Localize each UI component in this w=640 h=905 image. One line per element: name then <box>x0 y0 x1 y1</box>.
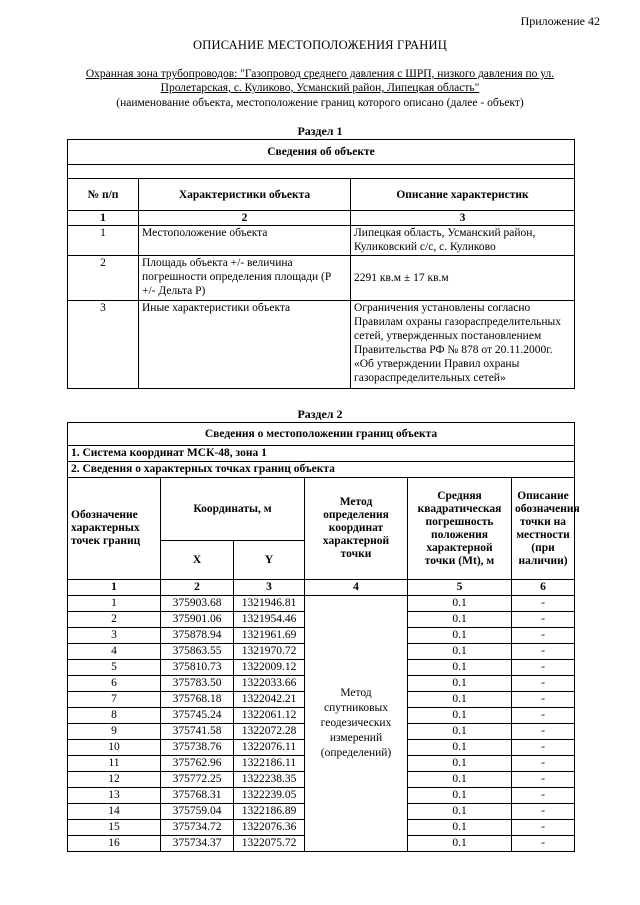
coord-y: 1321946.81 <box>234 596 305 612</box>
coord-y: 1322072.28 <box>234 724 305 740</box>
point-number: 10 <box>68 740 161 756</box>
point-number: 3 <box>68 628 161 644</box>
points-table-head <box>68 423 580 596</box>
accuracy-value: 0.1 <box>408 596 512 612</box>
coord-x: 375734.72 <box>161 820 234 836</box>
index-cell: 2 <box>139 211 351 226</box>
row-characteristic: Иные характеристики объекта <box>139 301 351 389</box>
col-number-header: № п/п <box>68 179 139 211</box>
point-description: - <box>512 724 575 740</box>
accuracy-value: 0.1 <box>408 788 512 804</box>
accuracy-value: 0.1 <box>408 644 512 660</box>
coord-x: 375741.58 <box>161 724 234 740</box>
coord-x: 375901.06 <box>161 612 234 628</box>
point-description: - <box>512 772 575 788</box>
point-description: - <box>512 692 575 708</box>
coord-x: 375734.37 <box>161 836 234 852</box>
accuracy-value: 0.1 <box>408 756 512 772</box>
object-name <box>70 67 570 95</box>
point-description: - <box>512 644 575 660</box>
coord-x: 375738.76 <box>161 740 234 756</box>
index-cell: 1 <box>68 580 161 596</box>
point-description: - <box>512 836 575 852</box>
accuracy-value: 0.1 <box>408 612 512 628</box>
col-x-header: X <box>161 541 234 580</box>
coord-x: 375768.18 <box>161 692 234 708</box>
coordinate-system: 1. Система координат МСК-48, зона 1 <box>68 446 575 462</box>
point-number: 15 <box>68 820 161 836</box>
table-row <box>68 226 575 256</box>
object-name-line2: Пролетарская, с. Куликово, Усманский район, Липецкая область" <box>160 82 480 94</box>
appendix-label: Приложение 42 <box>520 14 600 28</box>
coord-y: 1322042.21 <box>234 692 305 708</box>
coord-y: 1322076.36 <box>234 820 305 836</box>
object-info-table-title: Сведения об объекте <box>68 140 575 165</box>
coord-y: 1321970.72 <box>234 644 305 660</box>
point-description: - <box>512 756 575 772</box>
row-characteristic: Местоположение объекта <box>139 226 351 256</box>
point-description: - <box>512 740 575 756</box>
spacer-row <box>68 165 575 179</box>
coord-x: 375768.31 <box>161 788 234 804</box>
point-description: - <box>512 804 575 820</box>
coord-y: 1322076.11 <box>234 740 305 756</box>
row-description: 2291 кв.м ± 17 кв.м <box>351 256 575 301</box>
index-cell: 3 <box>234 580 305 596</box>
coord-x: 375759.04 <box>161 804 234 820</box>
coord-y: 1322238.35 <box>234 772 305 788</box>
point-description: - <box>512 660 575 676</box>
index-cell: 4 <box>305 580 408 596</box>
coord-x: 375772.25 <box>161 772 234 788</box>
col-y-header: Y <box>234 541 305 580</box>
accuracy-value: 0.1 <box>408 724 512 740</box>
point-description: - <box>512 596 575 612</box>
accuracy-value: 0.1 <box>408 772 512 788</box>
row-number: 2 <box>68 256 139 301</box>
coord-x: 375878.94 <box>161 628 234 644</box>
index-cell: 1 <box>68 211 139 226</box>
point-number: 5 <box>68 660 161 676</box>
point-description: - <box>512 820 575 836</box>
accuracy-value: 0.1 <box>408 628 512 644</box>
point-number: 13 <box>68 788 161 804</box>
accuracy-value: 0.1 <box>408 740 512 756</box>
row-number: 3 <box>68 301 139 389</box>
point-description: - <box>512 612 575 628</box>
accuracy-value: 0.1 <box>408 676 512 692</box>
point-number: 14 <box>68 804 161 820</box>
coord-y: 1322033.66 <box>234 676 305 692</box>
coord-y: 1321954.46 <box>234 612 305 628</box>
coord-y: 1322061.12 <box>234 708 305 724</box>
method-cell: Метод спутниковых геодезических измерений (определений) <box>305 596 408 852</box>
document-title: ОПИСАНИЕ МЕСТОПОЛОЖЕНИЯ ГРАНИЦ <box>193 38 447 52</box>
point-number: 4 <box>68 644 161 660</box>
point-number: 9 <box>68 724 161 740</box>
row-number: 1 <box>68 226 139 256</box>
col-point-header: Обозначение характерных точек границ <box>68 478 161 580</box>
table-row <box>68 256 575 301</box>
table-row <box>68 596 575 612</box>
section2-title: Раздел 2 <box>297 407 343 421</box>
index-cell: 5 <box>408 580 512 596</box>
coord-y: 1322239.05 <box>234 788 305 804</box>
index-cell: 2 <box>161 580 234 596</box>
col-characteristic-header: Характеристики объекта <box>139 179 351 211</box>
accuracy-value: 0.1 <box>408 708 512 724</box>
col-description-header: Описание характеристик <box>351 179 575 211</box>
point-description: - <box>512 708 575 724</box>
point-number: 12 <box>68 772 161 788</box>
point-number: 2 <box>68 612 161 628</box>
col-point-description-header: Описание обозначения точки на местности (при наличии) <box>512 478 575 580</box>
accuracy-value: 0.1 <box>408 660 512 676</box>
coord-y: 1322009.12 <box>234 660 305 676</box>
points-table-title: Сведения о местоположении границ объекта <box>68 423 575 446</box>
coord-x: 375810.73 <box>161 660 234 676</box>
object-info-table <box>67 139 575 389</box>
point-description: - <box>512 788 575 804</box>
points-table-body <box>68 596 575 852</box>
boundary-points-table <box>67 422 580 852</box>
accuracy-value: 0.1 <box>408 804 512 820</box>
col-accuracy-header: Средняя квадратическая погрешность положения характерной точки (Мt), м <box>408 478 512 580</box>
row-description: Липецкая область, Усманский район, Куликовский с/с, с. Куликово <box>351 226 575 256</box>
index-cell: 6 <box>512 580 575 596</box>
row-characteristic: Площадь объекта +/- величина погрешности определения площади (Р +/- Дельта Р) <box>139 256 351 301</box>
col-method-header: Метод определения координат характерной точки <box>305 478 408 580</box>
coord-x: 375863.55 <box>161 644 234 660</box>
point-number: 7 <box>68 692 161 708</box>
point-description: - <box>512 676 575 692</box>
coord-x: 375783.50 <box>161 676 234 692</box>
coord-y: 1322075.72 <box>234 836 305 852</box>
object-caption: (наименование объекта, местоположение границ которого описано (далее - объект) <box>116 97 524 109</box>
point-number: 8 <box>68 708 161 724</box>
point-number: 11 <box>68 756 161 772</box>
point-number: 6 <box>68 676 161 692</box>
coord-x: 375745.24 <box>161 708 234 724</box>
object-name-line1: Охранная зона трубопроводов: "Газопровод среднего давления с ШРП, низкого давления по ул. <box>85 68 555 80</box>
table-row <box>68 301 575 389</box>
coord-y: 1322186.11 <box>234 756 305 772</box>
section1-title: Раздел 1 <box>297 124 343 138</box>
index-cell: 3 <box>351 211 575 226</box>
point-number: 16 <box>68 836 161 852</box>
coord-y: 1322186.89 <box>234 804 305 820</box>
col-coordinates-header: Координаты, м <box>161 478 305 541</box>
coord-x: 375903.68 <box>161 596 234 612</box>
accuracy-value: 0.1 <box>408 836 512 852</box>
coord-x: 375762.96 <box>161 756 234 772</box>
coord-y: 1321961.69 <box>234 628 305 644</box>
row-description: Ограничения установлены согласно Правилам охраны газораспределительных сетей, утвержденных постановлением Правительства РФ № 878 от 20.11.2000г. «Об утверждении Правил охраны газораспределительных сетей» <box>351 301 575 389</box>
points-section-title: 2. Сведения о характерных точках границ объекта <box>68 462 575 478</box>
accuracy-value: 0.1 <box>408 692 512 708</box>
point-number: 1 <box>68 596 161 612</box>
accuracy-value: 0.1 <box>408 820 512 836</box>
point-description: - <box>512 628 575 644</box>
